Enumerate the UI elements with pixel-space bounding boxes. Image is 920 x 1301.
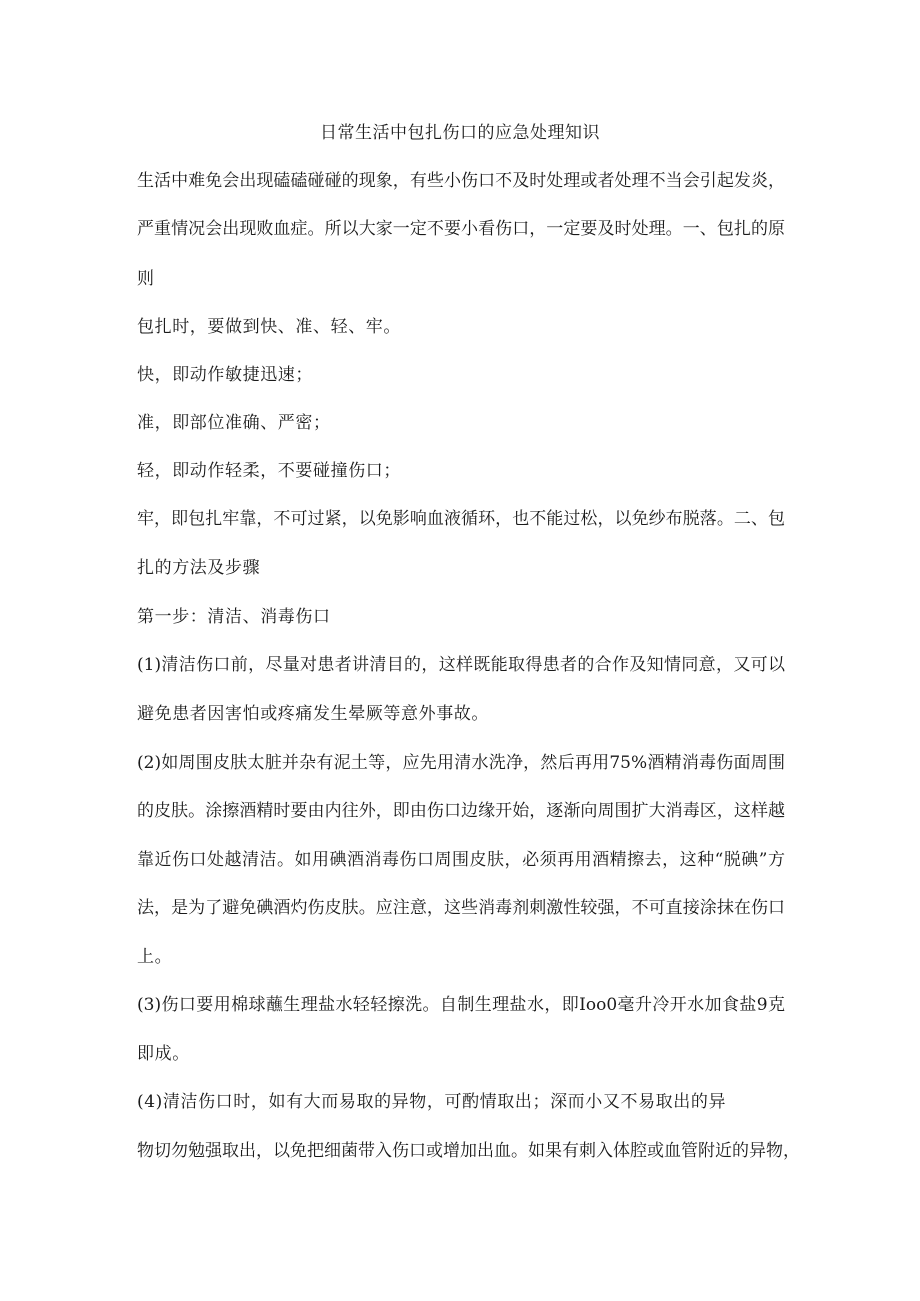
- paragraph-line: 严重情况会出现败血症。所以大家一定不要小看伤口，一定要及时处理。一、包扎的原: [137, 219, 785, 239]
- paragraph-line: 快，即动作敏捷迅速；: [137, 365, 313, 385]
- paragraph-line: 的皮肤。涂擦酒精时要由内往外，即由伤口边缘开始，逐渐向周围扩大消毒区，这样越: [137, 801, 785, 821]
- paragraph-line: (2)如周围皮肤太脏并杂有泥土等，应先用清水洗净，然后再用75%酒精消毒伤面周围: [137, 753, 785, 773]
- paragraph-line: 包扎时，要做到快、准、轻、牢。: [137, 317, 401, 337]
- paragraph-line: 避免患者因害怕或疼痛发生晕厥等意外事故。: [137, 704, 489, 724]
- paragraph-line: (3)伤口要用棉球蘸生理盐水轻轻擦洗。自制生理盐水，即Ioo0毫升冷开水加食盐9克: [137, 995, 785, 1015]
- paragraph-line: 物切勿勉强取出，以免把细菌带入伤口或增加出血。如果有刺入体腔或血管附近的异物，: [137, 1141, 800, 1161]
- paragraph-line: 轻，即动作轻柔，不要碰撞伤口；: [137, 461, 401, 481]
- paragraph-line: 则: [137, 269, 155, 289]
- paragraph-line: 靠近伤口处越清洁。如用碘酒消毒伤口周围皮肤，必须再用酒精擦去，这种“脱碘”方: [137, 850, 785, 870]
- paragraph-line: 准，即部位准确、严密；: [137, 413, 331, 433]
- paragraph-line: 第一步：清洁、消毒伤口: [137, 607, 331, 627]
- paragraph-line: 即成。: [137, 1044, 190, 1064]
- paragraph-line: (1)清洁伤口前，尽量对患者讲清目的，这样既能取得患者的合作及知情同意，又可以: [137, 655, 785, 675]
- paragraph-line: 法，是为了避免碘酒灼伤皮肤。应注意，这些消毒剂刺激性较强，不可直接涂抹在伤口: [137, 898, 785, 918]
- paragraph-line: (4)清洁伤口时，如有大而易取的异物，可酌情取出；深而小又不易取出的异: [137, 1092, 727, 1112]
- document-title: 日常生活中包扎伤口的应急处理知识: [320, 123, 600, 143]
- paragraph-line: 牢，即包扎牢靠，不可过紧，以免影响血液循环，也不能过松，以免纱布脱落。二、包: [137, 509, 785, 529]
- paragraph-line: 上。: [137, 947, 173, 967]
- paragraph-line: 扎的方法及步骤: [137, 558, 261, 578]
- paragraph-line: 生活中难免会出现磕磕碰碰的现象，有些小伤口不及时处理或者处理不当会引起发炎，: [137, 171, 785, 191]
